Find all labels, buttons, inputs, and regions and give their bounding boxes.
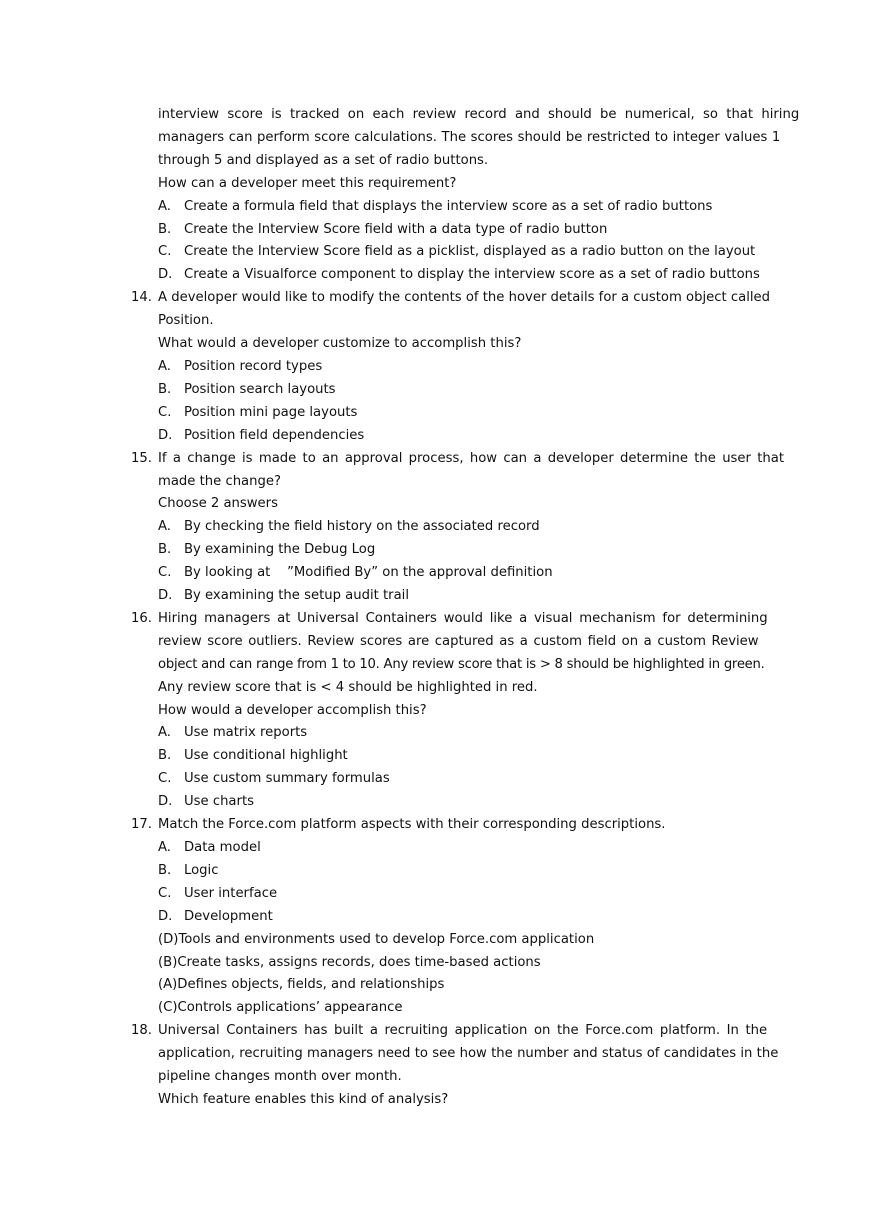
option-text: Position mini page layouts (184, 404, 358, 420)
option-letter: D. (158, 267, 173, 283)
option-text: Logic (184, 862, 219, 878)
match-line: (A)Defines objects, fields, and relationships (158, 977, 445, 993)
option-letter: A. (158, 840, 171, 855)
option-letter: C. (158, 885, 172, 901)
option-text: By examining the Debug Log (184, 542, 376, 558)
answer-option (158, 745, 738, 768)
option-letter: B. (158, 221, 172, 237)
answer-option (158, 562, 738, 585)
option-letter: D. (158, 794, 173, 810)
match-line: (D)Tools and environments used to develop Force.com application (158, 931, 595, 947)
option-letter: A. (158, 358, 171, 374)
question-text (158, 608, 768, 700)
answer-option (158, 539, 738, 562)
option-letter: D. (158, 908, 173, 924)
question-text-line: interview score is tracked on each review record and should be numerical, so that hiring (158, 107, 800, 122)
option-text: By examining the setup audit trail (184, 588, 410, 604)
option-letter: B. (158, 748, 172, 764)
question-number: 15. (131, 450, 152, 466)
option-letter: C. (158, 565, 172, 581)
option-text: Create the Interview Score field as a picklist, displayed as a radio button on the layout (184, 244, 756, 260)
question-number: 14. (131, 290, 152, 306)
answer-option (158, 768, 738, 791)
answer-option (158, 264, 760, 287)
option-text: Position record types (184, 358, 323, 374)
question-text-line: A developer would like to modify the contents of the hover details for a custom object called (158, 290, 771, 306)
option-letter: B. (158, 862, 172, 878)
question-prompt: Which feature enables this kind of analysis? (158, 1091, 449, 1107)
option-letter: B. (158, 381, 172, 397)
question-text-line: Universal Containers has built a recruiting application on the Force.com platform. In the (158, 1023, 768, 1039)
option-text: Position field dependencies (184, 427, 365, 443)
option-letter: C. (158, 771, 172, 787)
question-text-line: review score outliers. Review scores are captured as a custom field on a custom Review (158, 633, 759, 649)
answer-option (158, 196, 738, 219)
answer-option (158, 379, 738, 402)
question-text-line: Hiring managers at Universal Containers would like a visual mechanism for determining (158, 610, 768, 626)
answer-option (158, 860, 738, 883)
option-text: Use custom summary formulas (184, 771, 390, 787)
question-prompt: Choose 2 answers (158, 496, 278, 512)
question-17 (131, 814, 738, 1020)
question-text-line: through 5 and displayed as a set of radio buttons. (158, 152, 489, 168)
option-text: Use matrix reports (184, 725, 308, 741)
answer-option (158, 585, 738, 608)
question-text-line: If a change is made to an approval process, how can a developer determine the user that (158, 450, 785, 466)
document-content (131, 104, 800, 1112)
option-text: Create the Interview Score field with a data type of radio button (184, 221, 608, 237)
answer-option (158, 722, 738, 745)
question-text-line: Position. (158, 313, 214, 329)
question-14 (131, 287, 771, 447)
question-number: 17. (131, 817, 152, 833)
question-text (158, 1020, 779, 1089)
option-letter: A. (158, 519, 171, 535)
option-letter: A. (158, 725, 171, 741)
question-18 (131, 1020, 779, 1112)
option-text: Development (184, 908, 273, 924)
option-letter: D. (158, 427, 173, 443)
question-text (158, 104, 800, 173)
question-number: 16. (131, 610, 152, 626)
answer-option (158, 837, 738, 860)
option-letter: D. (158, 588, 173, 604)
question-prompt: How can a developer meet this requirement? (158, 175, 457, 191)
option-text: Create a Visualforce component to display the interview score as a set of radio buttons (184, 267, 760, 283)
question-text-line: managers can perform score calculations. The scores should be restricted to integer values 1 (158, 129, 781, 145)
question-15 (131, 448, 785, 608)
option-letter: A. (158, 198, 171, 214)
option-letter: C. (158, 404, 172, 420)
question-text (158, 448, 785, 494)
option-text: By checking the field history on the associated record (184, 519, 540, 535)
match-line: (B)Create tasks, assigns records, does time-based actions (158, 954, 541, 970)
match-line: (C)Controls applications’ appearance (158, 1000, 403, 1016)
answer-option (158, 219, 738, 242)
option-text: Use conditional highlight (184, 748, 348, 764)
answer-option (158, 425, 738, 448)
option-text: Position search layouts (184, 381, 336, 397)
question-prompt: What would a developer customize to accomplish this? (158, 336, 522, 352)
option-text: By looking at ”Modified By” on the approval definition (184, 565, 553, 581)
question-prompt: How would a developer accomplish this? (158, 702, 427, 718)
option-letter: B. (158, 542, 172, 558)
option-letter: C. (158, 244, 172, 260)
answer-option (158, 356, 738, 379)
answer-option (158, 516, 738, 539)
answer-option (158, 791, 738, 814)
answer-option (158, 883, 738, 906)
question-text-line: Match the Force.com platform aspects with their corresponding descriptions. (158, 817, 666, 833)
question-text (158, 287, 771, 333)
option-text: Use charts (184, 794, 254, 810)
question-13-continued (158, 104, 800, 287)
question-text-line: made the change? (158, 473, 281, 489)
option-text: User interface (184, 885, 278, 901)
question-text-line: object and can range from 1 to 10. Any review score that is > 8 should be highlighted in green. (158, 656, 765, 672)
question-number: 18. (131, 1023, 152, 1039)
answer-option (158, 241, 756, 264)
question-text-line: application, recruiting managers need to see how the number and status of candidates in the (158, 1046, 779, 1062)
question-text-line: Any review score that is < 4 should be highlighted in red. (158, 679, 538, 695)
answer-option (158, 906, 738, 929)
question-text-line: pipeline changes month over month. (158, 1069, 402, 1085)
answer-option (158, 402, 738, 425)
option-text: Data model (184, 840, 261, 855)
question-text (158, 814, 738, 837)
question-16 (131, 608, 768, 814)
option-text: Create a formula field that displays the interview score as a set of radio buttons (184, 198, 713, 214)
